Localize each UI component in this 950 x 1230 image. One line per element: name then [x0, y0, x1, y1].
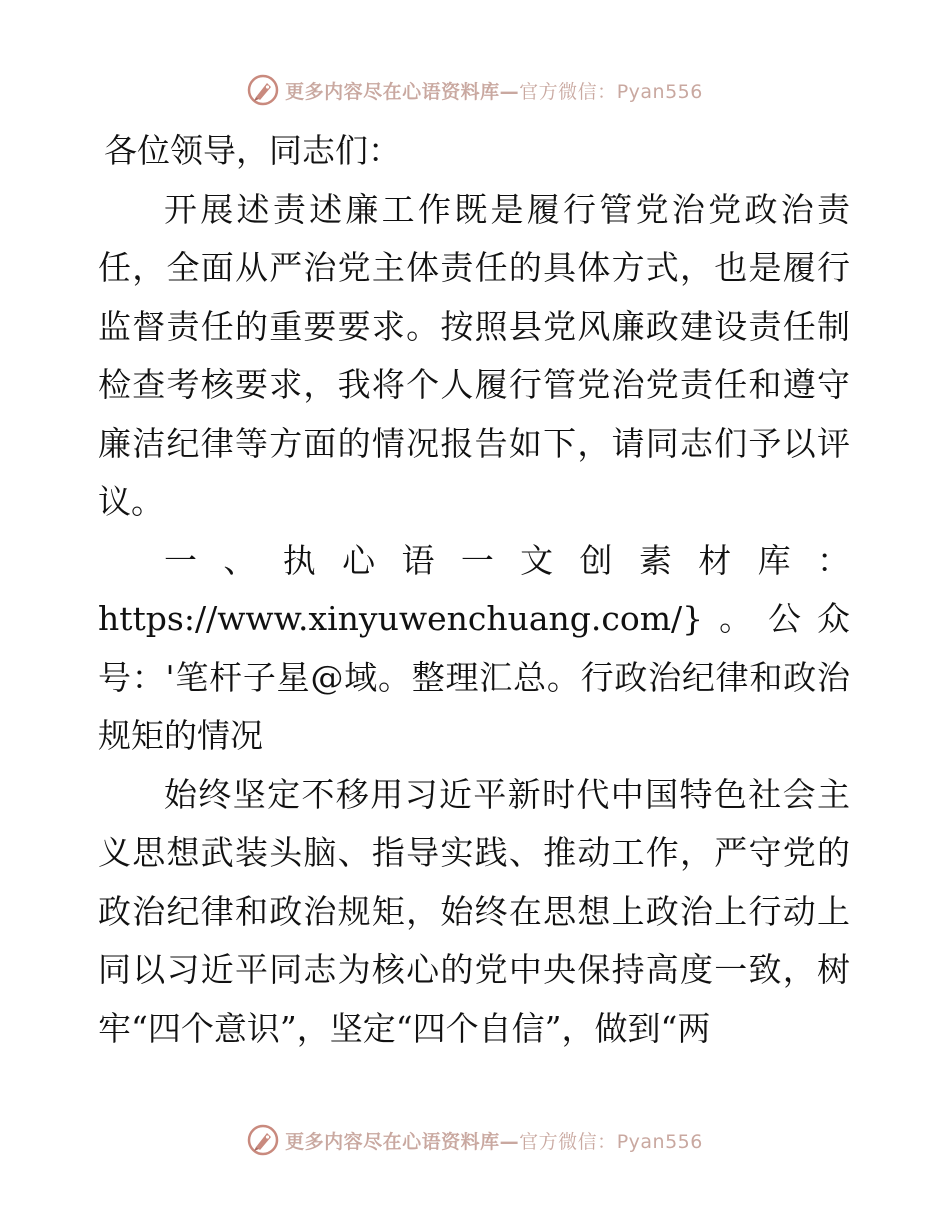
banner-wechat-label: 官方微信： — [519, 80, 617, 103]
banner-wechat-id: Pyan556 — [616, 1130, 703, 1153]
paragraph-political-discipline: 始终坚定不移用习近平新时代中国特色社会主义思想武装头脑、指导实践、推动工作，严守党的政治纪律和政治规矩，始终在思想上政治上行动上同以习近平同志为核心的党中央保持高度一致，树牢“四个意识”，坚定“四个自信”，做到“两 — [98, 774, 850, 1048]
banner-main-text: 更多内容尽在心语资料库— — [285, 80, 520, 103]
banner-wechat-id: Pyan556 — [616, 80, 703, 103]
footer-watermark-banner — [0, 1120, 950, 1160]
banner-wechat-label: 官方微信： — [519, 1130, 617, 1153]
paragraph-section-heading: 一、执心语一文创素材库：https://www.xinyuwenchuang.com/}。公众号：'笔杆子星@域。整理汇总。行政治纪律和政治规矩的情况 — [98, 540, 850, 755]
pen-nib-logo-icon — [247, 1124, 279, 1156]
banner-inner — [247, 1124, 703, 1156]
banner-text — [285, 1127, 703, 1154]
document-body — [98, 122, 850, 1058]
banner-main-text: 更多内容尽在心语资料库— — [285, 1130, 520, 1153]
pen-nib-logo-icon — [247, 74, 279, 106]
banner-text — [285, 77, 703, 104]
greeting: 各位领导，同志们： — [104, 131, 401, 170]
header-watermark-banner — [0, 70, 950, 110]
banner-inner — [247, 74, 703, 106]
paragraph-intro: 开展述责述廉工作既是履行管党治党政治责任，全面从严治党主体责任的具体方式，也是履行监督责任的重要要求。按照县党风廉政建设责任制检查考核要求，我将个人履行管党治党责任和遵守廉洁纪律等方面的情况报告如下，请同志们予以评议。 — [98, 189, 850, 521]
